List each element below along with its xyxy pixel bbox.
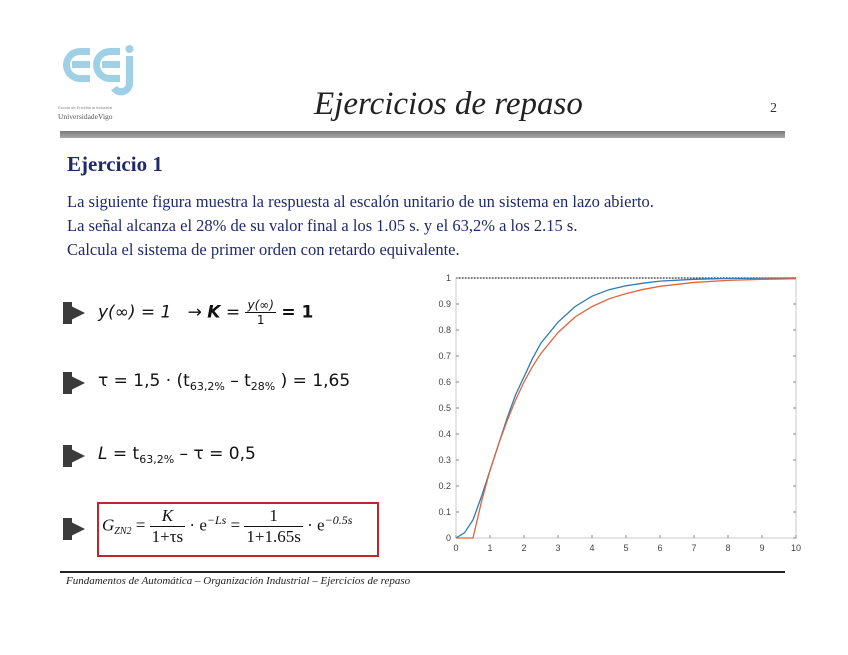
statement-line-3: Calcula el sistema de primer orden con retardo equivalente.	[67, 240, 460, 259]
gain-lhs: y(∞) = 1	[98, 302, 172, 323]
tau-lhs: τ = 1,5 · (t	[98, 371, 190, 391]
plot-frame	[456, 278, 796, 538]
header-divider	[60, 131, 785, 138]
tf-exp2: −0.5s	[324, 512, 353, 527]
delay-sub-63: 63,2%	[139, 453, 175, 466]
school-logo	[58, 42, 148, 127]
bullet-arrow-icon	[63, 302, 85, 324]
gain-fraction-numerator: y(∞)	[247, 298, 274, 312]
tf-exp2-base: · e	[302, 515, 325, 535]
x-tick-label: 4	[589, 543, 595, 553]
gain-fraction-denominator: 1	[256, 313, 265, 327]
x-tick-label: 2	[521, 543, 527, 553]
y-tick-label: 0	[445, 533, 451, 543]
x-tick-label: 10	[790, 543, 802, 553]
page-number: 2	[770, 101, 777, 116]
exercise-heading: Ejercicio 1	[67, 152, 163, 176]
y-tick-label: 0.1	[438, 507, 451, 517]
gain-result: = 1	[281, 302, 314, 323]
y-tick-label: 0.7	[438, 351, 451, 361]
tf-exp1-base: · e	[185, 515, 207, 535]
x-tick-label: 8	[725, 543, 731, 553]
statement-line-1: La siguiente figura muestra la respuesta al escalón unitario de un sistema en lazo abierto.	[67, 192, 654, 211]
footer-text: Fundamentos de Automática – Organización Industrial – Ejercicios de repaso	[66, 575, 411, 587]
y-tick-label: 0.6	[438, 377, 451, 387]
x-tick-label: 0	[453, 543, 459, 553]
gain-symbol: K	[207, 302, 221, 323]
tf-f1-den: 1+τs	[151, 527, 184, 546]
bullet-arrow-icon	[63, 372, 85, 394]
logo-school-name: Escola de Enxeñaría Industrial	[58, 105, 113, 110]
tf-fraction-2	[244, 506, 302, 547]
bullet-arrow-icon	[63, 518, 85, 540]
x-tick-label: 7	[691, 543, 697, 553]
y-tick-label: 0.4	[438, 429, 451, 439]
slide-title: Ejercicios de repaso	[314, 86, 583, 122]
x-tick-label: 5	[623, 543, 629, 553]
gain-fraction	[245, 298, 275, 327]
series-line-1	[456, 278, 796, 538]
series-line-2	[456, 279, 796, 538]
eei-logo-icon	[58, 42, 148, 102]
tf-eq1: =	[131, 515, 150, 535]
y-tick-label: 0.5	[438, 403, 451, 413]
logo-university-name: UniversidadeVigo	[58, 112, 113, 121]
chart-series	[456, 278, 796, 538]
chart-ticks	[438, 273, 801, 553]
gain-equals: =	[225, 302, 241, 323]
tau-result: ) = 1,65	[275, 371, 351, 391]
tf-eq2: =	[226, 515, 245, 535]
tf-f2-num: 1	[244, 506, 302, 527]
x-tick-label: 1	[487, 543, 493, 553]
statement-line-2: La señal alcanza el 28% de su valor final a los 1.05 s. y el 63,2% a los 2.15 s.	[67, 216, 578, 235]
bullet-arrow-icon	[63, 445, 85, 467]
y-tick-label: 0.9	[438, 299, 451, 309]
x-tick-label: 6	[657, 543, 663, 553]
delay-symbol: L	[98, 444, 108, 464]
footer-divider	[60, 571, 785, 573]
delay-result: – τ = 0,5	[174, 444, 256, 464]
tf-fraction-1	[150, 506, 186, 547]
x-tick-label: 3	[555, 543, 561, 553]
tf-exp1: −Ls	[206, 512, 227, 527]
tau-minus: – t	[224, 371, 251, 391]
gain-equation	[98, 298, 313, 327]
tf-G: G	[102, 515, 115, 535]
tf-G-sub: ZN2	[114, 526, 132, 538]
x-tick-label: 9	[759, 543, 765, 553]
step-response-chart	[430, 270, 810, 560]
tau-sub-28: 28%	[250, 380, 276, 393]
y-tick-label: 0.2	[438, 481, 451, 491]
chart-axes	[456, 278, 796, 538]
tf-f1-num: K	[150, 506, 186, 527]
y-tick-label: 0.3	[438, 455, 451, 465]
tau-sub-63: 63,2%	[189, 380, 225, 393]
tau-equation	[98, 371, 350, 391]
transfer-function	[102, 506, 352, 547]
delay-equals: = t	[107, 444, 140, 464]
implies-arrow: →	[187, 302, 202, 323]
tf-f2-den: 1+1.65s	[246, 527, 301, 546]
delay-equation	[98, 444, 256, 464]
y-tick-label: 0.8	[438, 325, 451, 335]
y-tick-label: 1	[445, 273, 451, 283]
